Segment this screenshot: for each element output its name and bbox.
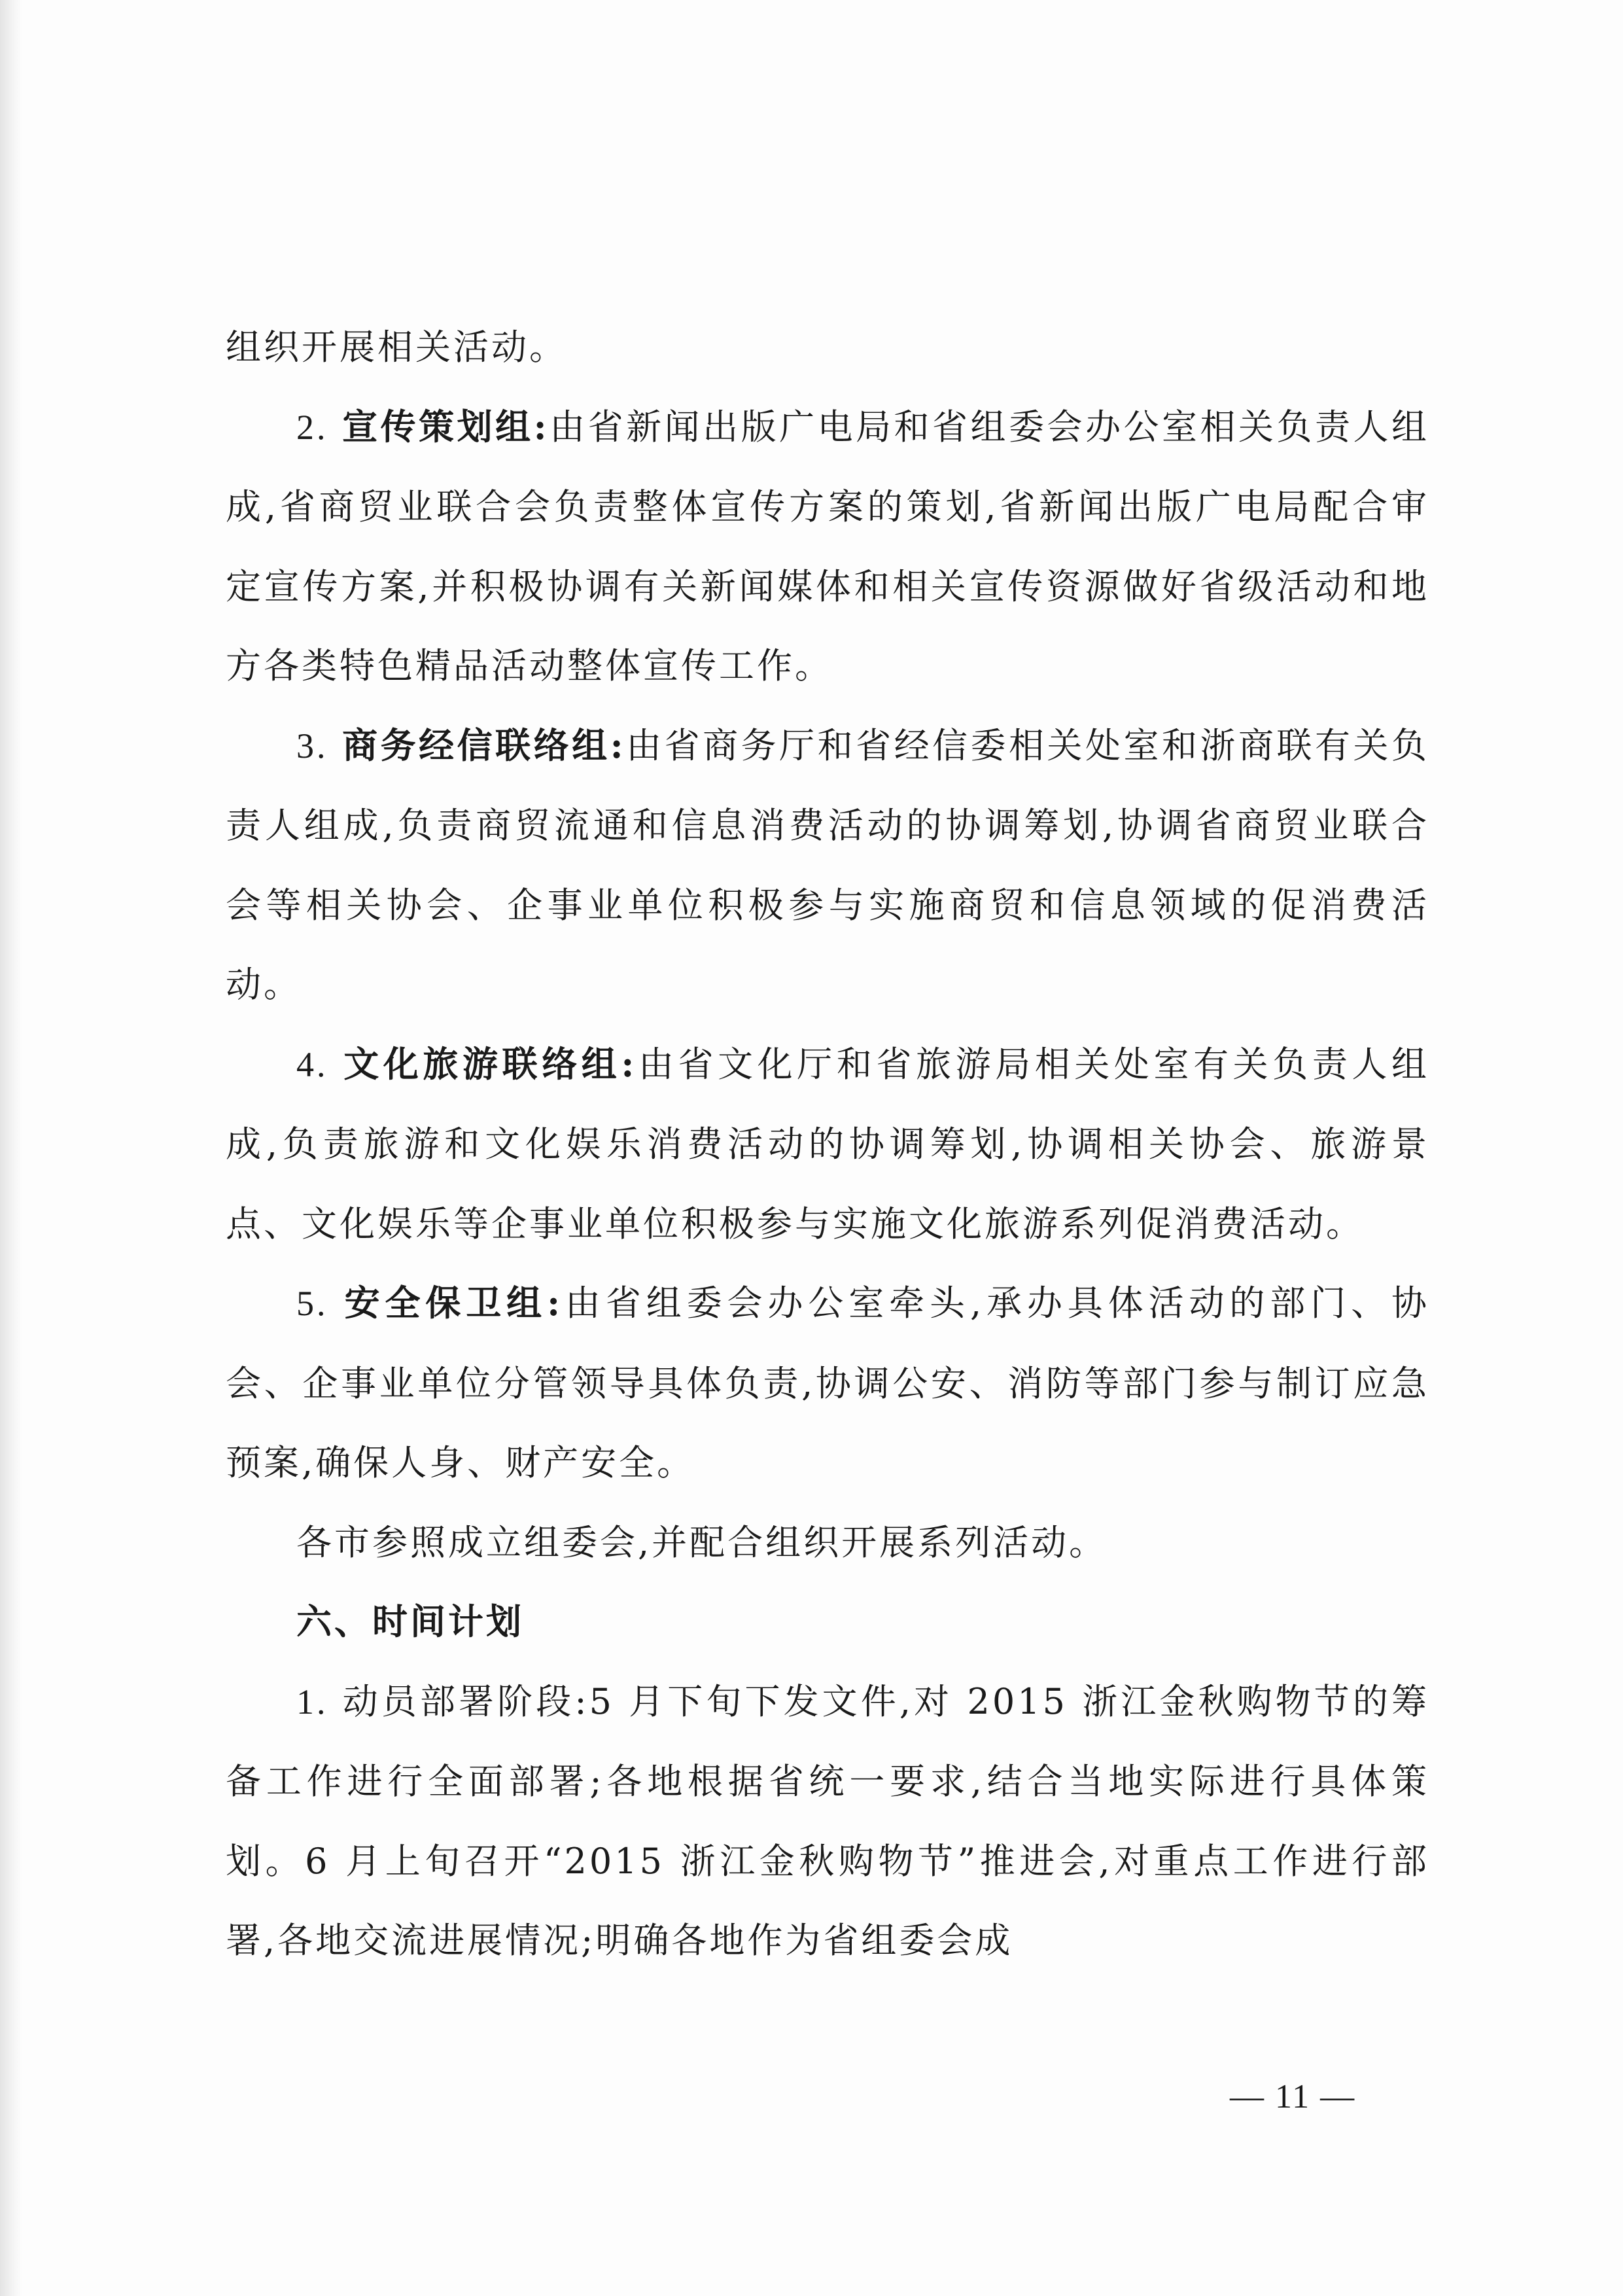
group-number: 5. [296,1284,328,1323]
group-paragraph-security [226,1263,1429,1503]
group-separator: : [533,405,550,448]
group-paragraph-commerce [226,706,1429,1025]
group-number: 4. [296,1044,328,1084]
group-text: 由省商务厅和省经信委相关处室和浙商联有关负责人组成,负责商贸流通和信息消费活动的协调筹划,协调省商贸业联合会等相关协会、企事业单位积极参与实施商贸和信息领域的促消费活动。 [226,724,1430,1005]
page-number: — 11 — [1230,2078,1356,2115]
group-paragraph-publicity [226,387,1429,706]
group-number: 3. [296,726,328,766]
stage-number: 1. [296,1682,328,1722]
group-title: 宣传策划组 [342,405,534,448]
closing-paragraph: 各市参照成立组委会,并配合组织开展系列活动。 [296,1521,1108,1563]
group-separator: : [547,1282,563,1324]
group-title: 安全保卫组 [344,1282,548,1324]
stage-separator: : [574,1680,589,1722]
stage-text: 5 月下旬下发文件,对 2015 浙江金秋购物节的筹备工作进行全面部署;各地根据省统一要求,结合当地实际进行具体策划。6 月上旬召开“2015 浙江金秋购物节”推进会,对重点工作进行部署,各地交流进展情况;明确各地作为省组委会成 [226,1680,1429,1961]
group-title: 商务经信联络组 [342,724,610,766]
scan-left-edge [0,0,22,2296]
group-text: 由省文化厅和省旅游局相关处室有关负责人组成,负责旅游和文化娱乐消费活动的协调筹划,协调相关协会、旅游景点、文化娱乐等企事业单位积极参与实施文化旅游系列促消费活动。 [226,1043,1430,1245]
group-paragraph-culture-tourism [226,1025,1429,1264]
group-title: 文化旅游联络组 [343,1042,621,1085]
group-separator: : [610,724,626,766]
stage-paragraph-mobilization [226,1662,1429,1981]
document-body [226,308,1429,1981]
group-separator: : [621,1042,637,1085]
group-number: 2. [296,407,328,447]
continuation-paragraph: 组织开展相关活动。 [226,327,567,368]
group-text: 由省新闻出版广电局和省组委会办公室相关负责人组成,省商贸业联合会负责整体宣传方案的策划,省新闻出版广电局配合审定宣传方案,并积极协调有关新闻媒体和相关宣传资源做好省级活动和地方各类特色精品活动整体宣传工作。 [226,406,1430,686]
section-heading: 六、时间计划 [296,1601,524,1642]
stage-title: 动员部署阶段 [342,1680,575,1722]
group-text: 由省组委会办公室牵头,承办具体活动的部门、协会、企事业单位分管领导具体负责,协调公安、消防等部门参与制订应急预案,确保人身、财产安全。 [226,1282,1430,1483]
